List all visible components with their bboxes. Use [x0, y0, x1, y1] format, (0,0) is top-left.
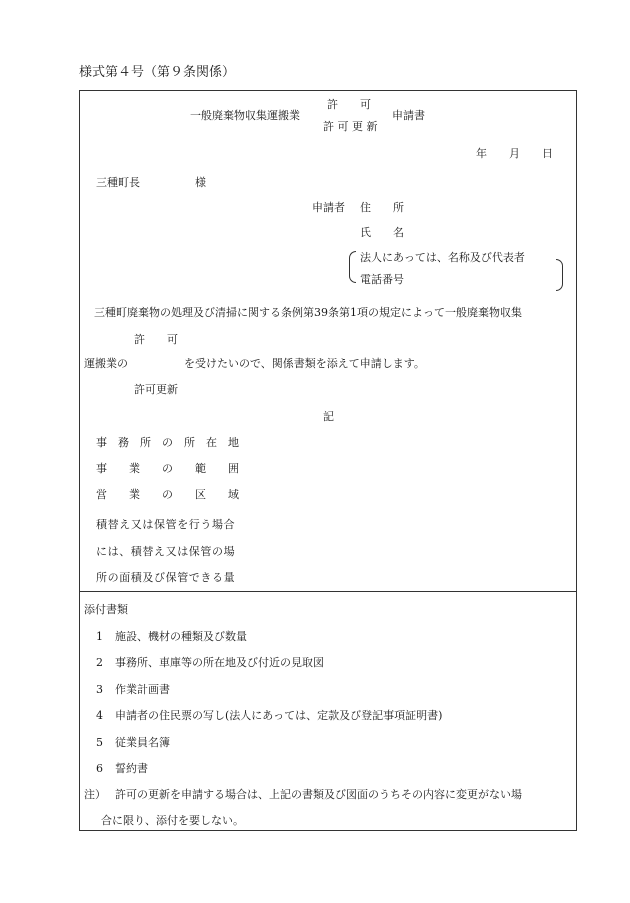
addressee-sama: 様 — [195, 176, 206, 189]
attachment-num: 2 — [96, 656, 103, 669]
attachment-num: 6 — [96, 762, 103, 775]
right-bracket — [556, 259, 563, 291]
field-business-area: 営 業 の 区 域 — [96, 488, 239, 501]
header-kyoka-koshin: 許 可 更 新 — [323, 120, 378, 133]
applicant-name-label: 氏 名 — [360, 226, 404, 239]
field-storage-line-2: には、積替え又は保管の場 — [96, 545, 236, 558]
body-line-2b: を受けたいので、関係書類を添えて申請します。 — [184, 357, 425, 370]
attachment-num: 1 — [96, 630, 103, 643]
form-label: 様式第４号（第９条関係） — [79, 65, 236, 80]
attachment-num: 4 — [96, 709, 103, 722]
left-bracket — [349, 251, 356, 283]
field-business-range: 事 業 の 範 囲 — [96, 462, 239, 475]
corp-note: 法人にあっては、名称及び代表者 — [360, 251, 525, 264]
attachment-text: 事務所、車庫等の所在地及び付近の見取図 — [115, 656, 324, 669]
body-line-1: 三種町廃棄物の処理及び清掃に関する条例第39条第1項の規定によって一般廃棄物収集 — [94, 306, 522, 319]
attachment-num: 5 — [96, 736, 103, 749]
field-storage-line-3: 所の面積及び保管できる量 — [96, 571, 236, 584]
addressee-name: 三種町長 — [96, 176, 140, 189]
note-label: 注） — [84, 788, 106, 801]
body-kyoka-koshin: 許可更新 — [134, 383, 178, 396]
applicant-address-label: 住 所 — [360, 201, 404, 214]
header-business-name: 一般廃棄物収集運搬業 — [190, 109, 300, 122]
attachment-num: 3 — [96, 683, 103, 696]
body-line-2a: 運搬業の — [84, 357, 128, 370]
header-kyoka: 許 可 — [327, 98, 371, 111]
attachment-text: 施設、機材の種類及び数量 — [115, 630, 247, 643]
applicant-label: 申請者 — [312, 201, 345, 214]
attachment-text: 申請者の住民票の写し(法人にあっては、定款及び登記事項証明書) — [115, 709, 443, 722]
phone-label: 電話番号 — [360, 273, 404, 286]
ki-heading: 記 — [323, 410, 334, 423]
field-office-location: 事 務 所 の 所 在 地 — [96, 436, 239, 449]
attachments-title: 添付書類 — [84, 603, 128, 616]
attachment-text: 従業員名簿 — [115, 736, 170, 749]
field-storage-line-1: 積替え又は保管を行う場合 — [96, 518, 236, 531]
header-shinseisho: 申請書 — [392, 109, 425, 122]
section-divider — [79, 591, 577, 592]
attachment-text: 誓約書 — [115, 762, 148, 775]
date-line: 年 月 日 — [476, 147, 553, 160]
attachment-text: 作業計画書 — [115, 683, 170, 696]
note-line-1: 許可の更新を申請する場合は、上記の書類及び図面のうちその内容に変更がない場 — [115, 788, 522, 801]
body-kyoka: 許 可 — [134, 333, 178, 346]
note-line-2: 合に限り、添付を要しない。 — [101, 814, 244, 827]
